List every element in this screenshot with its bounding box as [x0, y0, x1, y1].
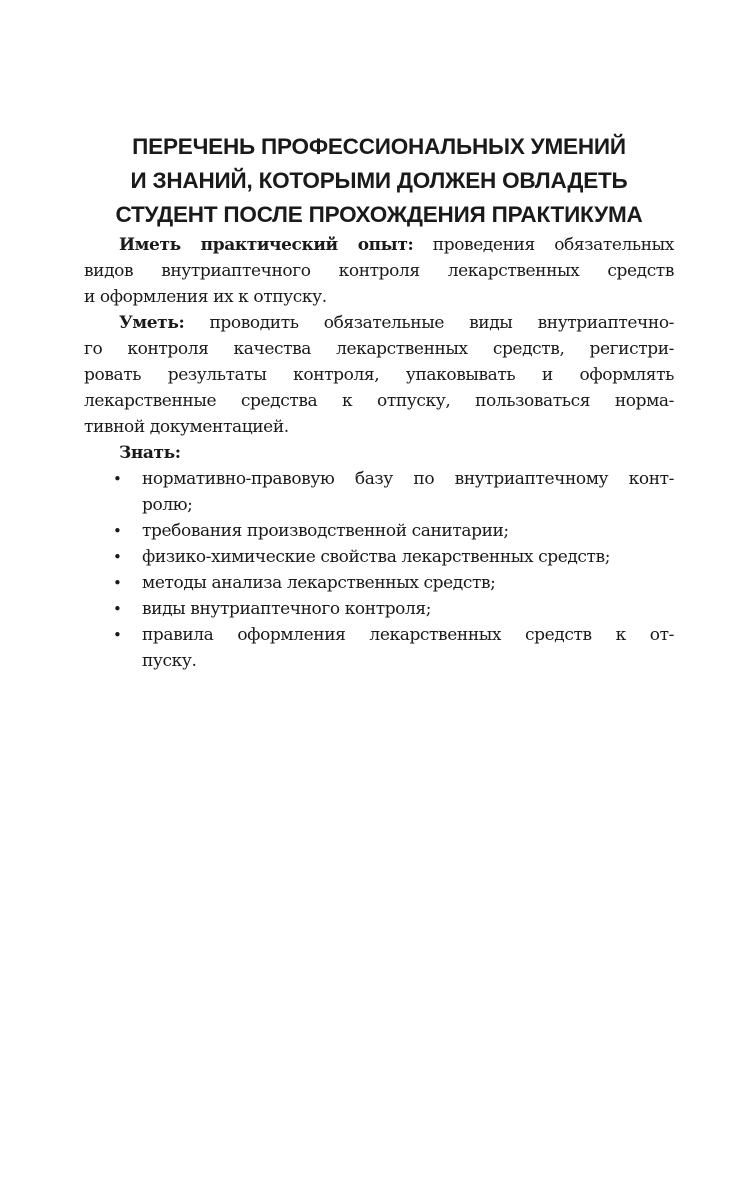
- list-item: [84, 466, 674, 518]
- page-title: [84, 130, 674, 232]
- list-item: [84, 596, 674, 622]
- knowledge-label: Знать:: [119, 443, 181, 463]
- bullet-icon: •: [113, 626, 122, 644]
- paragraph-line: видов внутриаптечного контроля лекарственных средств: [84, 261, 674, 281]
- title-line: ПЕРЕЧЕНЬ ПРОФЕССИОНАЛЬНЫХ УМЕНИЙ: [132, 134, 626, 159]
- list-item: [84, 622, 674, 674]
- paragraph-line: тивной документацией.: [84, 417, 289, 437]
- experience-paragraph: [84, 232, 674, 310]
- list-item-line: методы анализа лекарственных средств;: [142, 573, 496, 593]
- experience-label: Иметь практический опыт:: [119, 235, 414, 255]
- experience-text: проведения обязательных: [413, 235, 674, 255]
- list-item-line: виды внутриаптечного контроля;: [142, 599, 432, 619]
- list-item: [84, 570, 674, 596]
- bullet-icon: •: [113, 600, 122, 618]
- list-item-line: ролю;: [142, 495, 193, 515]
- skills-paragraph: [84, 310, 674, 440]
- knowledge-list: [84, 466, 674, 674]
- paragraph-line: [84, 232, 674, 258]
- list-item-line: нормативно-правовую базу по внутриаптечному конт-: [142, 469, 674, 489]
- paragraph-line: лекарственные средства к отпуску, пользоваться норма-: [84, 391, 674, 411]
- title-line: СТУДЕНТ ПОСЛЕ ПРОХОЖДЕНИЯ ПРАКТИКУМА: [115, 202, 643, 227]
- document-page: [84, 0, 674, 1182]
- bullet-icon: •: [113, 548, 122, 566]
- title-line: И ЗНАНИЙ, КОТОРЫМИ ДОЛЖЕН ОВЛАДЕТЬ: [130, 168, 628, 193]
- skills-text: проводить обязательные виды внутриаптечно-: [184, 313, 674, 333]
- paragraph-line: [84, 310, 674, 336]
- list-item-line: пуску.: [142, 651, 197, 671]
- paragraph-line: и оформления их к отпуску.: [84, 287, 327, 307]
- paragraph-line: ровать результаты контроля, упаковывать и оформлять: [84, 365, 674, 385]
- bullet-icon: •: [113, 574, 122, 592]
- list-item-line: физико-химические свойства лекарственных средств;: [142, 547, 611, 567]
- list-item: [84, 518, 674, 544]
- list-item: [84, 544, 674, 570]
- paragraph-line: го контроля качества лекарственных средств, регистри-: [84, 339, 674, 359]
- skills-label: Уметь:: [119, 313, 185, 333]
- list-item-line: правила оформления лекарственных средств к от-: [142, 625, 674, 645]
- list-item-line: требования производственной санитарии;: [142, 521, 509, 541]
- bullet-icon: •: [113, 470, 122, 488]
- bullet-icon: •: [113, 522, 122, 540]
- document-body: [84, 232, 674, 674]
